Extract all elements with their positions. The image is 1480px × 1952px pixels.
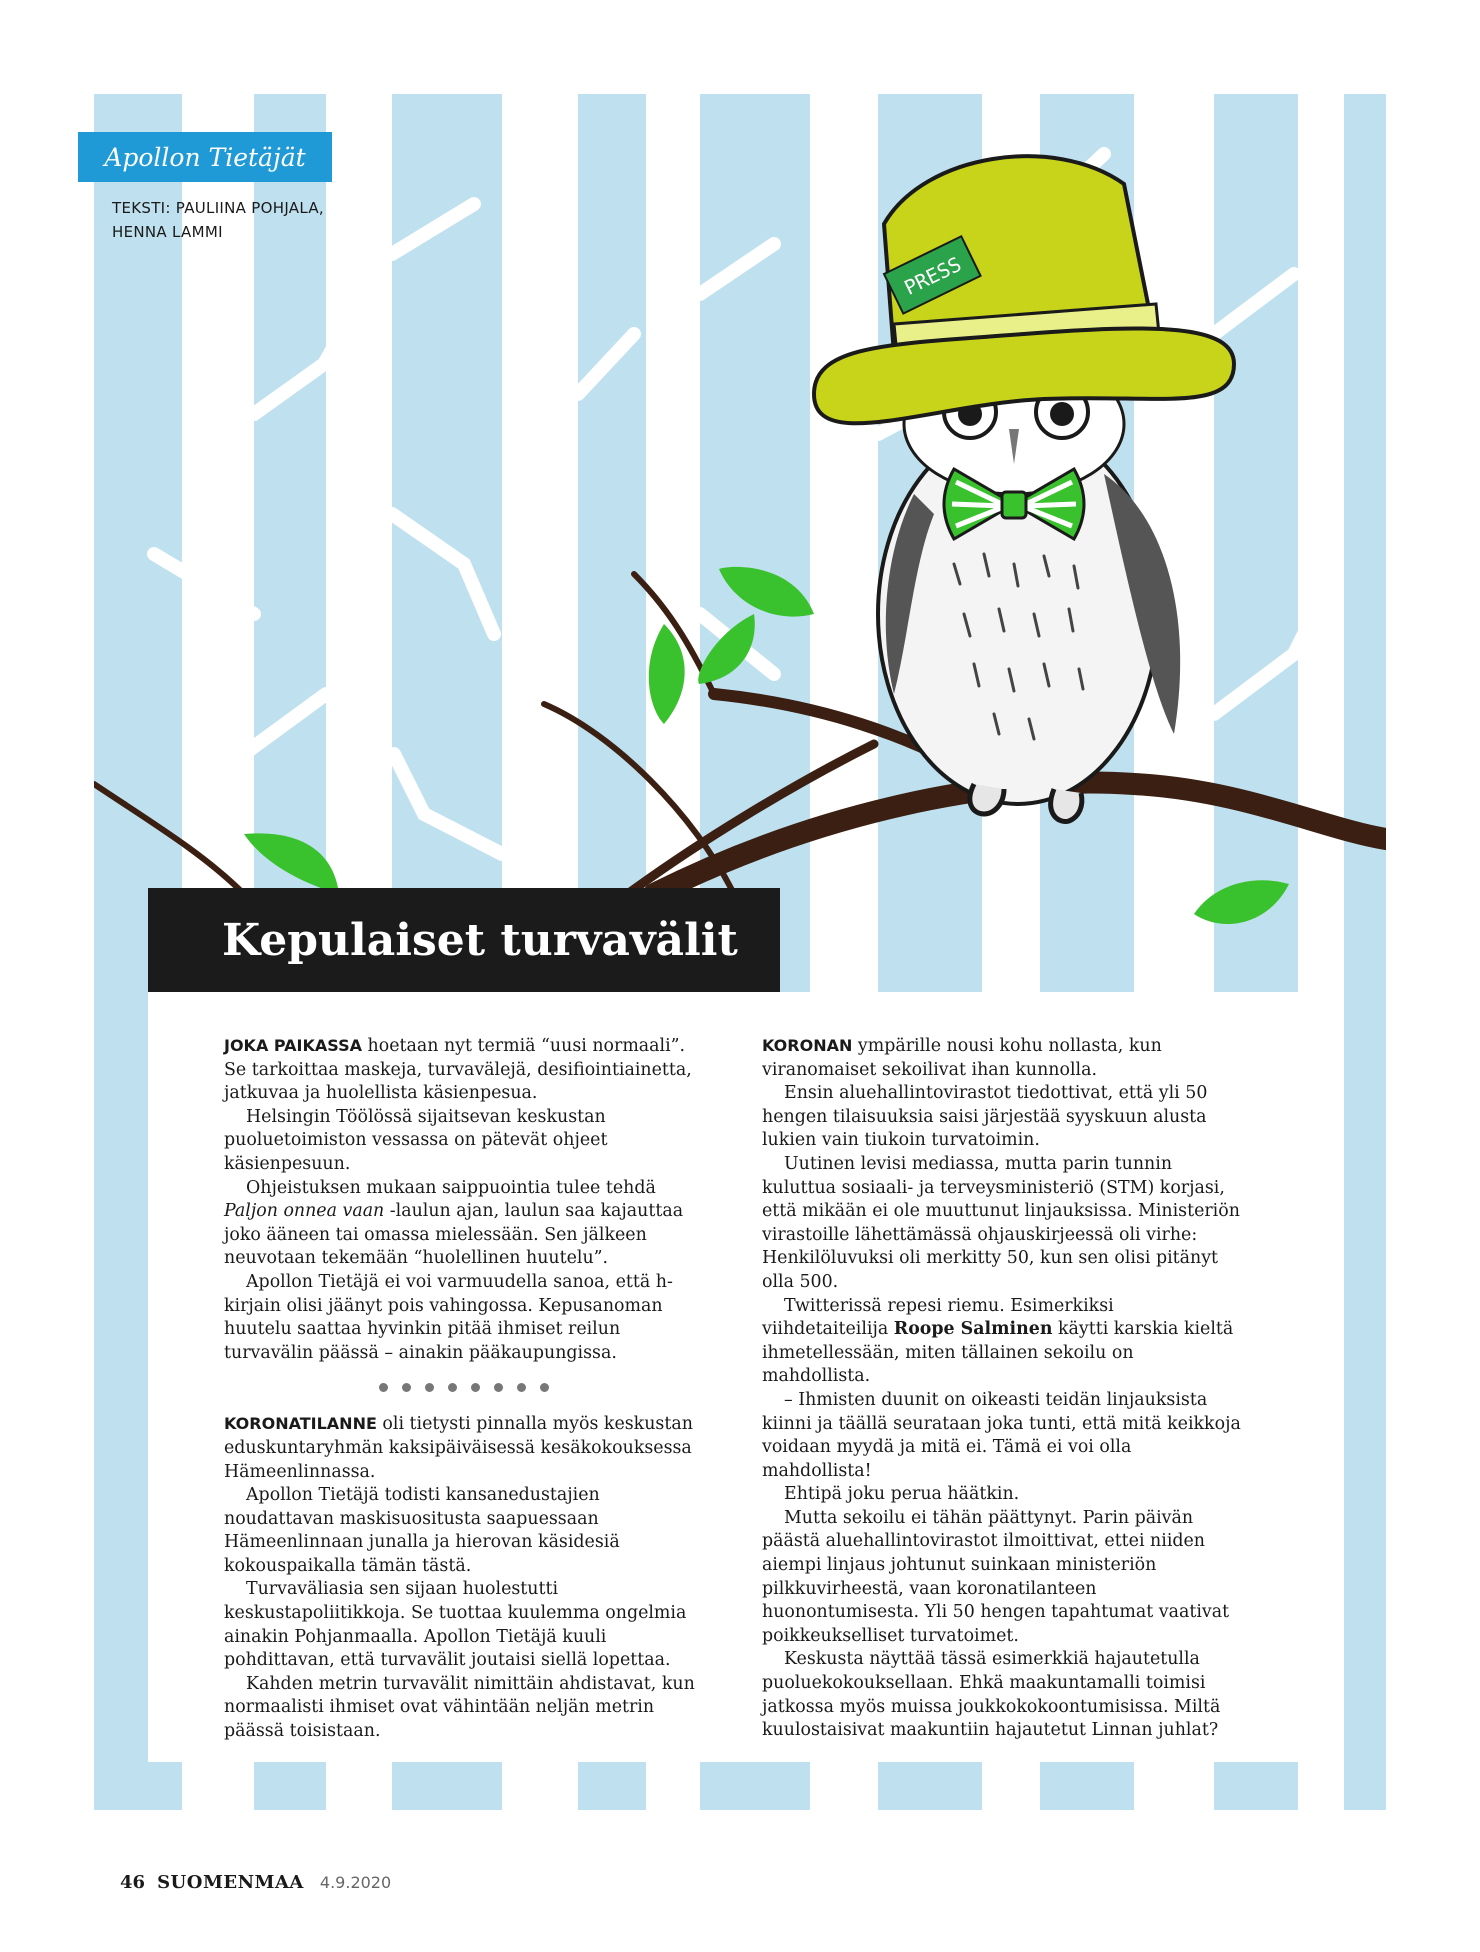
issue-date: 4.9.2020 bbox=[319, 1873, 392, 1892]
svg-text:PRESS: PRESS bbox=[900, 251, 966, 300]
song-title: Paljon onnea vaan bbox=[224, 1201, 385, 1222]
paragraph-text: Twitterissä repesi riemu. Esimerkiksi viihdetaiteilija bbox=[762, 1295, 1114, 1340]
byline-line-2: HENNA LAMMI bbox=[112, 223, 223, 241]
article-title-text: Kepulaiset turvavälit bbox=[222, 914, 738, 966]
article-body bbox=[148, 992, 1326, 1762]
article-column-right bbox=[762, 1034, 1242, 1743]
paragraph: Kahden metrin turvavälit nimittäin ahdistavat, kun normaalisti ihmiset ovat vähintään neljän metrin päässä toisistaan. bbox=[224, 1673, 695, 1742]
section-label: Apollon Tietäjät bbox=[78, 132, 332, 182]
paragraph: Mutta sekoilu ei tähän päättynyt. Parin päivän päästä aluehallintovirastot ilmoittivat, ettei niiden aiempi linjaus johtunut suinkaan ministeriön pilkkuvirheestä, vaan koronatilanteen huonontumisesta. Yli 50 hengen tapahtumat vaativat poikkeukselliset turvatoimet. bbox=[762, 1507, 1230, 1646]
paragraph: Apollon Tietäjä ei voi varmuudella sanoa, että h-kirjain olisi jäänyt pois vahingossa. Kepusanoman huutelu saattaa hyvinkin pitää ihmiset reilun turvavälin päässä – ainakin pääkaupungissa. bbox=[224, 1271, 673, 1363]
paragraph-lead-in: KORONATILANNE bbox=[224, 1414, 377, 1434]
article-column-left bbox=[224, 1034, 704, 1744]
paragraph bbox=[762, 1034, 1242, 1082]
paragraph-text: käytti karskia kieltä ihmetellessään, miten tällainen sekoilu on mahdollista. bbox=[762, 1319, 1234, 1387]
magazine-name: SUOMENMAA bbox=[157, 1872, 304, 1893]
paragraph: – Ihmisten duunit on oikeasti teidän linjauksista kiinni ja täällä seurataan joka tunti, että mitä keikkoja voidaan myydä ja mitä ei. Tämä ei voi olla mahdollista! bbox=[762, 1389, 1241, 1481]
paragraph-lead-in: KORONAN bbox=[762, 1036, 853, 1055]
paragraph bbox=[224, 1177, 704, 1271]
byline bbox=[112, 196, 324, 244]
paragraph: Apollon Tietäjä todisti kansanedustajien noudattavan maskisuositusta saapuessaan Hämeenlinnaan junalla ja hierovan käsidesiä kokouspaikalla tämän tästä. bbox=[224, 1485, 620, 1576]
paragraph: Turvaväliasia sen sijaan huolestutti keskustapoliitikkoja. Se tuottaa kuulemma ongelmia ainakin Pohjanmaalla. Apollon Tietäjä kuuli pohdittavan, että turvavälit joutaisi siellä lopettaa. bbox=[224, 1579, 687, 1671]
paragraph-text: oli tietysti pinnalla myös keskustan eduskuntaryhmän kaksipäiväisessä kesäkokouksessa Hämeenlinnassa. bbox=[224, 1414, 693, 1482]
person-name: Roope Salminen bbox=[893, 1319, 1053, 1340]
article-title bbox=[148, 888, 780, 992]
section-divider-dots bbox=[224, 1383, 704, 1392]
paragraph: Helsingin Töölössä sijaitsevan keskustan puoluetoimiston vessassa on pätevät ohjeet käsienpesuun. bbox=[224, 1106, 608, 1174]
paragraph-text: -laulun ajan, laulun saa kajauttaa joko ääneen tai omassa mielessään. Sen jälkeen neuvotaan tekemään “huolellinen huutelu”. bbox=[224, 1201, 684, 1269]
paragraph bbox=[762, 1295, 1242, 1389]
paragraph: Keskusta näyttää tässä esimerkkiä hajautetulla puoluekokouksellaan. Ehkä maakuntamalli toimisi jatkossa myös muissa joukkokokoontumisissa. Miltä kuulostaisivat maakuntiin hajautetut Linnan juhlat? bbox=[762, 1649, 1221, 1741]
byline-line-1: TEKSTI: PAULIINA POHJALA, bbox=[112, 199, 324, 217]
page-footer bbox=[120, 1872, 391, 1893]
paragraph bbox=[224, 1034, 704, 1106]
paragraph-text: Ohjeistuksen mukaan saippuointia tulee tehdä bbox=[246, 1177, 656, 1198]
paragraph: Uutinen levisi mediassa, mutta parin tunnin kuluttua sosiaali- ja terveysministeriö (STM) korjasi, että mikään ei ole muuttunut linjauksissa. Ministeriön virastoille lähettämässä ohjauskirjeessä oli virhe: Henkilöluvuksi oli merkitty 50, kun sen olisi pitänyt olla 500. bbox=[762, 1153, 1240, 1292]
paragraph-text: ympärille nousi kohu nollasta, kun viranomaiset sekoilivat ihan kunnolla. bbox=[762, 1036, 1162, 1080]
paragraph bbox=[224, 1412, 704, 1484]
paragraph: Ensin aluehallintovirastot tiedottivat, että yli 50 hengen tilaisuuksia saisi järjestää syyskuun alusta lukien vain tiukoin turvatoimin. bbox=[762, 1083, 1208, 1151]
paragraph-lead-in: JOKA PAIKASSA bbox=[224, 1036, 362, 1055]
page-number: 46 bbox=[120, 1872, 146, 1893]
paragraph-text: hoetaan nyt termiä “uusi normaali”. Se tarkoittaa maskeja, turvavälejä, desifiointiainetta, jatkuvaa ja huolellista käsienpesua. bbox=[224, 1036, 692, 1104]
paragraph: Ehtipä joku perua häätkin. bbox=[784, 1484, 1020, 1505]
